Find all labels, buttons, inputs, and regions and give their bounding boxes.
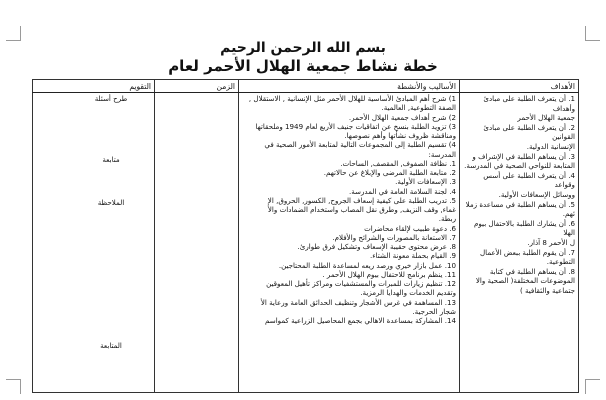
objective-line: المتابعة للنواحي الصحية في المدرسة. <box>464 161 575 171</box>
activity-line: الصفة التطوعية, العالمية. <box>381 103 456 113</box>
page-title: خطة نشاط جمعية الهلال الأحمر لعام <box>168 57 438 75</box>
activity-line: 7. الاستعانة بالمصورات والشرائح والأفلام. <box>332 232 456 242</box>
header-evaluation: التقويم <box>33 80 155 93</box>
objective-line: 7. أن يقوم الطلبة ببعض الأعمال <box>480 247 575 257</box>
activity-line: شجار الحرجية. <box>412 306 456 316</box>
activity-line: 11. ينظم برنامج للاحتفال بيوم الهلال الأحمر . <box>322 269 456 279</box>
objective-line: الإنسانية الدولية. <box>526 141 575 151</box>
activity-line: 12. تنظيم زيارات للمبرات والمستشفيات ومراكز تأهيل المعوقين <box>266 279 456 288</box>
activity-line: 4. لجنة السلامة العامة في المدرسة. <box>348 186 456 196</box>
activity-line: المدرسة: <box>428 149 456 159</box>
objective-line: 8. أن يساهم الطلبة في كتابة <box>489 266 575 276</box>
crop-mark-top-left <box>6 26 21 41</box>
activity-line: 13. المساهمة في غرس الأشجار وتنظيف الحدائق العامة ورعاية الأ <box>260 297 456 307</box>
activity-line: 4) تقسيم الطلبة إلى المجموعات التالية لمتابعة الأمور الصحية في <box>264 140 456 150</box>
objectives-cell <box>460 93 579 393</box>
objective-line: ئهم. <box>562 209 575 219</box>
header-time: الزمن <box>155 80 239 93</box>
header-objectives: الأهداف <box>460 80 579 93</box>
evaluation-follow-up: متابعة <box>102 155 120 164</box>
basmala: بسم الله الرحمن الرحيم <box>220 40 386 56</box>
activity-line: 5. تدريب الطلبة على كيفية إسعاف الجروح, الكسور, الحروق, الإ <box>267 195 456 205</box>
activity-line: وتقديم الخدمات والهدايا الرمزية. <box>360 288 456 298</box>
activity-line: 2) شرح أهداف جمعية الهلال الأحمر. <box>348 112 456 122</box>
evaluation-monitoring: المتابعة <box>100 341 122 350</box>
evaluation-questions: طرح أسئلة <box>94 94 128 103</box>
objective-line: 5. أن يساهم الطلبة في مساعدة زملا <box>465 199 575 209</box>
activity-line: 1) شرح أهم المبادئ الأساسية للهلال الأحمر مثل الإنسانية , الاستقلال , <box>248 94 456 103</box>
activity-line: 10. عمل بازار خيري ورصد ريعه لمساعدة الطلبة المحتاجين. <box>278 260 456 270</box>
table-header-row <box>33 80 579 93</box>
objective-line: الموضوعات المختلفة( الصحية والا <box>475 276 575 286</box>
activity-line: 8. عرض محتوى حقيبة الإسعاف وتشكيل فرق طوارئ. <box>297 242 456 251</box>
objective-line: 1. أن يتعرف الطلبة على مبادئ وأهداف <box>483 94 575 113</box>
activity-plan-table <box>32 79 579 393</box>
objective-line: 3. أن يساهم الطلبة في الإشراف و <box>472 151 575 161</box>
evaluation-observation: الملاحظة <box>97 198 125 207</box>
activity-line: 3) تزويد الطلبة بنسخ عن اتفاقيات جنيف الأربع لعام 1949 وملحقاتها <box>255 121 456 131</box>
objective-line: 2. أن يتعرف الطلبة على مبادئ القوانين <box>483 122 575 142</box>
crop-mark-bottom-right <box>585 379 600 394</box>
table-row <box>33 93 579 393</box>
objective-line: ل الأحمر 8 آذار. <box>527 237 575 247</box>
activity-line: 3. الإسعافات الأولية. <box>395 177 456 187</box>
activity-line: غماء, وقف النزيف, وطرق نقل المصاب واستخدام الضمادات والأ <box>267 205 456 214</box>
evaluation-cell <box>33 93 155 393</box>
objective-line: ووسائل الإسعافات الأولية. <box>498 189 575 199</box>
activity-line: 6. دعوة طبيب لإلقاء محاضرات <box>364 223 456 233</box>
title-block <box>0 40 606 76</box>
activity-line: ومناقشة ظروف نشأتها وأهم نصوصها. <box>344 131 456 140</box>
activity-line: 9. القيام بحملة معونة الشتاء. <box>369 251 456 261</box>
header-activities: الأساليب والأنشطة <box>239 80 460 93</box>
objective-line: 4. أن يتعرف الطلبة على أسس وقواعد <box>483 170 575 190</box>
objective-line: جمعية الهلال الأحمر <box>517 113 575 123</box>
activities-cell <box>239 93 460 393</box>
objective-line: التطوعية. <box>546 257 575 267</box>
crop-mark-top-right <box>585 26 600 41</box>
activity-line: 2. متابعة الطلبة المرضى والإبلاغ عن حالاتهم. <box>323 168 456 177</box>
activity-line: ربطة. <box>438 214 456 224</box>
objective-line: جتماعية والثقافية ) <box>519 285 575 295</box>
activity-line: 1. نظافة الصفوف, المقصف, الساحات. <box>340 158 456 168</box>
time-cell <box>155 93 239 393</box>
crop-mark-bottom-left <box>6 379 21 394</box>
objective-line: 6. أن يشارك الطلبة بالاحتفال بيوم الهلا <box>474 218 575 238</box>
activity-line: 14. المشاركة بمساعدة الاهالي بجمع المحاصيل الزراعية كمواسم <box>265 316 456 325</box>
